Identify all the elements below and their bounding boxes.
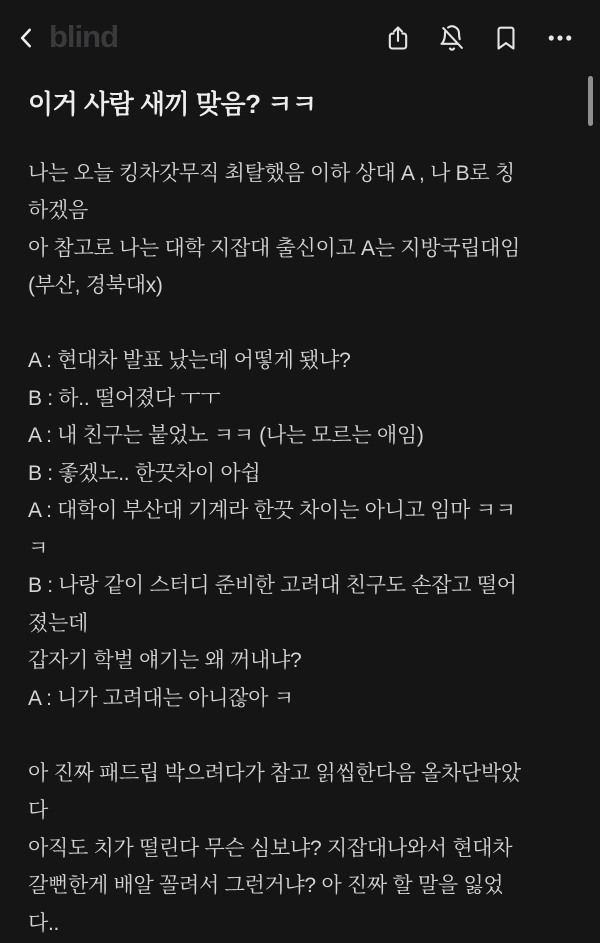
- body-line: 졌는데: [28, 611, 88, 635]
- share-icon: [384, 24, 412, 52]
- body-line: A : 내 친구는 붙었노 ㅋㅋ (나는 모르는 애임): [28, 424, 424, 447]
- body-line: 갑자기 학벌 얘기는 왜 꺼내냐?: [28, 649, 302, 672]
- body-line-blank: [28, 717, 580, 755]
- body-line: B : 하.. 떨어졌다 ㅜㅜ: [28, 386, 221, 410]
- scrollbar-thumb[interactable]: [588, 76, 593, 126]
- header-actions: [384, 24, 574, 52]
- body-line: B : 나랑 같이 스터디 준비한 고려대 친구도 손잡고 떨어: [28, 574, 517, 597]
- share-button[interactable]: [384, 24, 412, 52]
- body-line: (부산, 경북대x): [28, 274, 163, 297]
- bell-off-icon: [438, 24, 466, 52]
- body-line: 아직도 치가 떨린다 무슨 심보냐? 지잡대나와서 현대차: [28, 836, 513, 860]
- post-title: 이거 사람 새끼 맞음? ㅋㅋ: [28, 89, 317, 119]
- body-line: B : 좋겠노.. 한끗차이 아쉽: [28, 461, 261, 485]
- bookmark-icon: [492, 24, 520, 52]
- back-button[interactable]: [14, 25, 40, 51]
- body-line: A : 대학이 부산대 기계라 한끗 차이는 아니고 임마 ㅋㅋ: [28, 499, 516, 522]
- body-line: 아 진짜 패드립 박으려다가 참고 읽씹한다음 올차단박았: [28, 761, 521, 785]
- post-body: [28, 155, 600, 943]
- header-left: [14, 18, 119, 54]
- body-line: 하겠음: [28, 199, 88, 222]
- body-line: 아 참고로 나는 대학 지잡대 출신이고 A는 지방국립대임: [28, 236, 521, 260]
- header-bar: [0, 0, 600, 60]
- body-line: 다: [28, 799, 48, 822]
- more-horizontal-icon: [546, 24, 574, 52]
- body-line: 다..: [28, 911, 60, 935]
- chevron-left-icon: [14, 25, 40, 51]
- body-line: A : 니가 고려대는 아니잖아 ㅋ: [28, 686, 294, 710]
- body-line: A : 현대차 발표 났는데 어떻게 됐냐?: [28, 349, 351, 372]
- notifications-off-button[interactable]: [438, 24, 466, 52]
- bookmark-button[interactable]: [492, 24, 520, 52]
- body-line: ㅋ: [28, 536, 48, 560]
- body-line: 갈뻔한게 배알 꼴려서 그런거냐? 아 진짜 할 말을 잃었: [28, 874, 504, 897]
- more-options-button[interactable]: [546, 24, 574, 52]
- app-logo: blind: [49, 18, 119, 54]
- body-line: 나는 오늘 킹차갓무직 최탈했음 이하 상대 A , 나 B로 칭: [28, 161, 515, 185]
- body-line-blank: [28, 305, 580, 343]
